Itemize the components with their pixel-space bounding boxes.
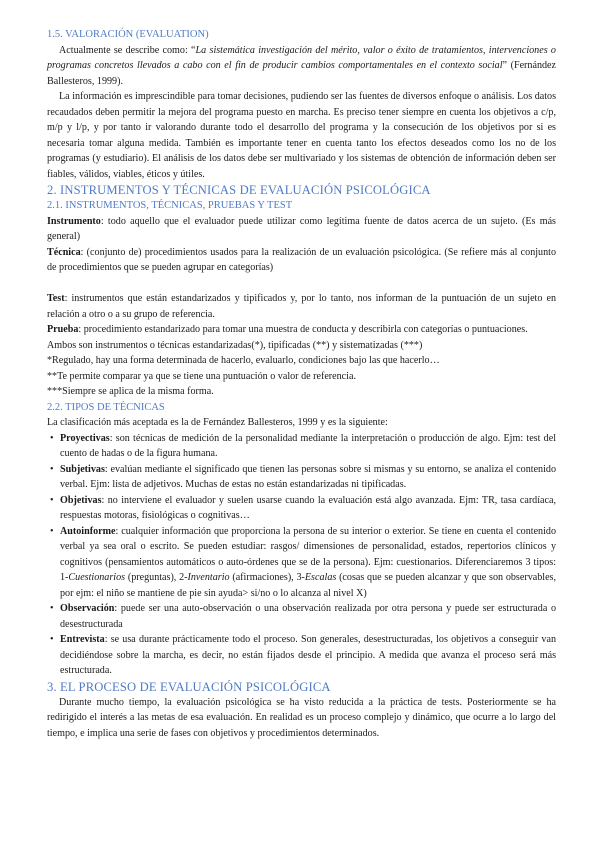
item-term: Objetivas — [60, 494, 102, 506]
item-term: Entrevista — [60, 634, 105, 645]
subsection-heading-2-2: 2.2. TIPOS DE TÉCNICAS — [47, 401, 165, 413]
item-term: Subjetivas — [60, 463, 105, 475]
footnote-1: *Regulado, hay una forma determinada de hacerlo, evaluarlo, condiciones bajo las que hacerlo… — [47, 355, 440, 366]
bullet-icon: • — [50, 432, 54, 444]
item-text: : no interviene el evaluador y suelen usarse cuando la evaluación está algo avanzada. Ejm: TR, tasa cardíaca, respuestas motoras, fisiológicas o cognitivas… — [60, 494, 556, 521]
list-item — [47, 632, 556, 679]
paragraph-definition — [47, 43, 556, 90]
text-test: : instrumentos que están estandarizados y tipificados y, por lo tanto, nos informan de la puntuación de un sujeto en relación a otro o a su grupo de referencia. — [47, 293, 556, 320]
bullet-icon: • — [50, 634, 54, 645]
paragraph-proceso: Durante mucho tiempo, la evaluación psicológica se ha visto reducida a la práctica de tests. Posteriormente se ha redirigido el interés a las metas de esa evaluación. En realidad es un proceso complejo y dinámico, que ocurre a lo largo del tiempo, e implica una serie de fases con objetivos y procedimientos determinados. — [47, 696, 556, 739]
quote-text: La sistemática investigación del mérito, valor o éxito de tratamientos, intervenciones o programas concretos llevados a cabo con el fin de producir cambios comportamentales en el contexto social — [47, 44, 556, 71]
section-heading-2: 2. INSTRUMENTOS Y TÉCNICAS DE EVALUACIÓN PSICOLÓGICA — [47, 183, 431, 197]
quote-intro: Actualmente se describe como: “ — [59, 44, 196, 56]
text-instrumento: : todo aquello que el evaluador puede utilizar como legítima fuente de datos acerca de un sujeto. (Es más general) — [47, 215, 556, 242]
bullet-icon: • — [50, 525, 54, 537]
item-text: : puede ser una auto-observación o una observación realizada por otra persona y puede ser estructurada o desestructurada — [60, 603, 556, 630]
term-test: Test — [47, 293, 65, 304]
item-text: (afirmaciones), 3- — [229, 572, 305, 583]
technique-list — [47, 431, 556, 679]
subsection-heading-2-1: 2.1. INSTRUMENTOS, TÉCNICAS, PRUEBAS Y TEST — [47, 200, 293, 211]
item-italic-term: Inventario — [187, 572, 230, 583]
quote-reference: ” (Fernández Ballesteros, 1999). — [47, 60, 556, 87]
paragraph-information: La información es imprescindible para tomar decisiones, pudiendo ser las fuentes de diversos enfoque o análisis. Los datos recaudados deben permitir la mejora del programa puesto en marcha. Es preciso tener siempre en cuenta los objetivos a c/p, m/p y l/p, y por tanto ir valorando durante todo el desarrollo del programa y la consecución de los objetivos por si es necesaria tomar alguna medida. También es importante tener en cuenta tanto los efectos deseados como los no de los programas (y estudiario). El análisis de los datos debe ser multivariado y los sistemas de obtención de información deben ser fiables, válidos, viables, éticos y útiles. — [47, 91, 556, 180]
item-text: : cualquier información que proporciona la persona de su interior o exterior. Se tiene en cuenta el contenido verbal ya sea oral o escrito. Se pueden estudiar: rasgos/ dimensiones de personalidad, estados, repertorios clínicos y cognitivos (pensamientos automáticos o auto-órdenes que se de la persona). Ejm: cuestionarios. Diferenciaremos 3 tipos: 1- — [60, 525, 556, 583]
item-italic-term: Cuestionarios — [68, 572, 126, 583]
list-item — [47, 493, 556, 524]
spacer — [47, 276, 556, 292]
definition-instrumento — [47, 214, 556, 245]
document-body — [47, 27, 556, 741]
list-item — [47, 601, 556, 632]
term-prueba: Prueba — [47, 324, 79, 335]
list-item — [47, 462, 556, 493]
section-heading-3: 3. EL PROCESO DE EVALUACIÓN PSICOLÓGICA — [47, 679, 331, 694]
footnote-3: ***Siempre se aplica de la misma forma. — [47, 386, 214, 397]
item-term: Observación — [60, 603, 115, 614]
item-term: Proyectivas — [60, 432, 110, 444]
section-heading-1-5: 1.5. VALORACIÓN (EVALUATION) — [47, 29, 209, 40]
item-text: (cosas que se pueden alcanzar y que son observables, por ejm: el niño se mantiene de pie sin ayuda> si/no o lo alcanza al nivel X) — [60, 572, 556, 599]
definition-prueba — [47, 322, 556, 338]
paragraph-ambos: Ambos son instrumentos o técnicas estandarizadas(*), tipificadas (**) y sistematizadas (***) — [47, 339, 423, 351]
item-italic-term: Escalas — [304, 572, 337, 583]
item-text: : son técnicas de medición de la personalidad mediante la interpretación o producción de algo. Ejm: test del cuento de hadas o de la figura humana. — [60, 432, 556, 459]
term-tecnica: Técnica — [47, 246, 81, 258]
item-text: : evalúan mediante el significado que tienen las personas sobre si mismas y su entorno, se analiza el contenido verbal. Ejm: lista de adjetivos. Muchas de estas no están estandarizadas ni tipificadas. — [60, 463, 556, 490]
bullet-icon: • — [50, 494, 54, 506]
text-prueba: : procedimiento estandarizado para tomar una muestra de conducta y describirla con categorías o puntuaciones. — [78, 324, 528, 335]
text-tecnica: : (conjunto de) procedimientos usados para la realización de un evaluación psicológica. (Se refiere más al conjunto de procedimientos que se pueden agrupar en categorías) — [47, 246, 556, 273]
paragraph-clasificacion: La clasificación más aceptada es la de Fernández Ballesteros, 1999 y es la siguiente: — [47, 417, 388, 428]
footnote-2: **Te permite comparar ya que se tiene una puntuación o valor de referencia. — [47, 370, 356, 382]
definition-tecnica — [47, 245, 556, 276]
list-item — [47, 431, 556, 462]
item-text: (preguntas), 2- — [125, 572, 188, 583]
bullet-icon: • — [50, 603, 54, 614]
definition-test — [47, 291, 556, 322]
item-text: : se usa durante prácticamente todo el proceso. Son generales, desestructuradas, los objetivos a conseguir van decidiéndose sobre la marcha, es decir, no están fijados desde el principio. A medida que avanza el proceso será más estructurada. — [60, 634, 556, 676]
term-instrumento: Instrumento — [47, 215, 101, 227]
list-item — [47, 524, 556, 602]
bullet-icon: • — [50, 463, 54, 475]
item-term: Autoinforme — [60, 525, 116, 537]
